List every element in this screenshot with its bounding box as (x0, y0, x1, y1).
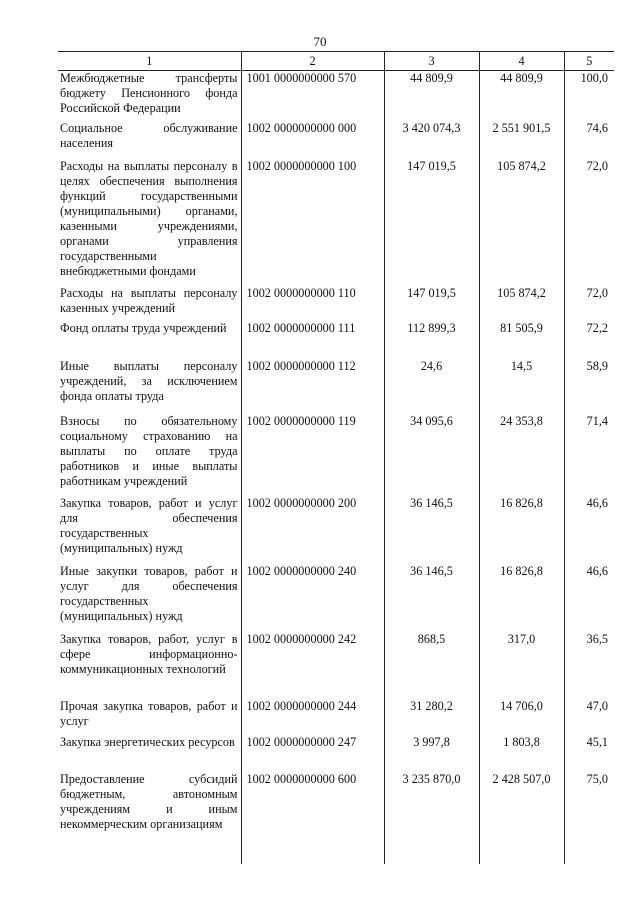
row-name: Иные закупки товаров, работ и услуг для обеспечения государственных (муниципальных) нужд (60, 563, 238, 623)
row-name: Закупка энергетических ресурсов (60, 734, 235, 749)
row-code: 1002 0000000000 247 (241, 735, 384, 772)
row-planned: 34 095,6 (384, 414, 479, 496)
row-name: Закупка товаров, работ и услуг для обеспечения государственных (муниципальных) нужд (60, 495, 238, 555)
row-percent: 45,1 (564, 735, 614, 772)
row-code: 1001 0000000000 570 (241, 71, 384, 121)
row-percent: 100,0 (564, 71, 614, 121)
row-percent: 72,0 (564, 286, 614, 321)
table-row (58, 735, 614, 772)
table-row (58, 159, 614, 286)
row-executed: 16 826,8 (479, 496, 564, 564)
row-code: 1002 0000000000 000 (241, 121, 384, 159)
column-header: 1 (58, 52, 241, 71)
column-header: 4 (479, 52, 564, 71)
row-percent: 58,9 (564, 359, 614, 414)
budget-table (58, 51, 614, 864)
row-planned: 3 235 870,0 (384, 772, 479, 864)
table-row (58, 632, 614, 699)
row-planned: 36 146,5 (384, 564, 479, 632)
row-code: 1002 0000000000 600 (241, 772, 384, 864)
row-name: Прочая закупка товаров, работ и услуг (60, 698, 238, 728)
row-name: Расходы на выплаты персоналу казенных учреждений (60, 285, 238, 315)
table-row (58, 414, 614, 496)
row-percent: 47,0 (564, 699, 614, 735)
row-executed: 14,5 (479, 359, 564, 414)
row-code: 1002 0000000000 100 (241, 159, 384, 286)
row-code: 1002 0000000000 242 (241, 632, 384, 699)
page-number: 70 (313, 34, 327, 49)
row-name: Межбюджетные трансферты бюджету Пенсионного фонда Российской Федерации (60, 71, 238, 115)
row-planned: 868,5 (384, 632, 479, 699)
row-planned: 147 019,5 (384, 286, 479, 321)
row-name: Взносы по обязательному социальному страхованию на выплаты по оплате труда работников и иные выплаты работникам учреждений (60, 413, 238, 488)
row-executed: 2 551 901,5 (479, 121, 564, 159)
row-planned: 3 420 074,3 (384, 121, 479, 159)
row-percent: 74,6 (564, 121, 614, 159)
row-executed: 105 874,2 (479, 286, 564, 321)
row-executed: 317,0 (479, 632, 564, 699)
row-planned: 31 280,2 (384, 699, 479, 735)
row-name: Социальное обслуживание населения (60, 120, 238, 150)
row-percent: 72,0 (564, 159, 614, 286)
row-name: Закупка товаров, работ, услуг в сфере информационно-коммуникационных технологий (60, 631, 238, 676)
table-row (58, 286, 614, 321)
row-planned: 24,6 (384, 359, 479, 414)
row-code: 1002 0000000000 112 (241, 359, 384, 414)
table-row (58, 321, 614, 359)
header-row (58, 52, 614, 71)
table-row (58, 71, 614, 121)
row-name: Расходы на выплаты персоналу в целях обеспечения выполнения функций государственными (муниципальными) органами, казенными учреждениями, органами управления государственными внебюджетными фондами (60, 158, 238, 278)
table-row (58, 699, 614, 735)
row-code: 1002 0000000000 200 (241, 496, 384, 564)
row-name: Фонд оплаты труда учреждений (60, 320, 227, 335)
row-code: 1002 0000000000 111 (241, 321, 384, 359)
row-percent: 46,6 (564, 564, 614, 632)
row-code: 1002 0000000000 119 (241, 414, 384, 496)
row-executed: 44 809,9 (479, 71, 564, 121)
column-header: 2 (241, 52, 384, 71)
row-planned: 147 019,5 (384, 159, 479, 286)
row-executed: 2 428 507,0 (479, 772, 564, 864)
row-planned: 44 809,9 (384, 71, 479, 121)
row-percent: 75,0 (564, 772, 614, 864)
row-executed: 24 353,8 (479, 414, 564, 496)
table-row (58, 496, 614, 564)
row-percent: 72,2 (564, 321, 614, 359)
row-executed: 16 826,8 (479, 564, 564, 632)
table-row (58, 772, 614, 864)
column-header: 5 (564, 52, 614, 71)
row-executed: 105 874,2 (479, 159, 564, 286)
row-executed: 1 803,8 (479, 735, 564, 772)
row-planned: 36 146,5 (384, 496, 479, 564)
row-name: Иные выплаты персоналу учреждений, за исключением фонда оплаты труда (60, 358, 238, 403)
table-row (58, 121, 614, 159)
row-code: 1002 0000000000 244 (241, 699, 384, 735)
row-percent: 46,6 (564, 496, 614, 564)
row-code: 1002 0000000000 110 (241, 286, 384, 321)
row-executed: 81 505,9 (479, 321, 564, 359)
table-row (58, 564, 614, 632)
column-header: 3 (384, 52, 479, 71)
row-percent: 71,4 (564, 414, 614, 496)
table-row (58, 359, 614, 414)
row-planned: 3 997,8 (384, 735, 479, 772)
row-executed: 14 706,0 (479, 699, 564, 735)
row-name: Предоставление субсидий бюджетным, автономным учреждениям и иным некоммерческим организациям (60, 771, 238, 831)
row-planned: 112 899,3 (384, 321, 479, 359)
row-percent: 36,5 (564, 632, 614, 699)
row-code: 1002 0000000000 240 (241, 564, 384, 632)
